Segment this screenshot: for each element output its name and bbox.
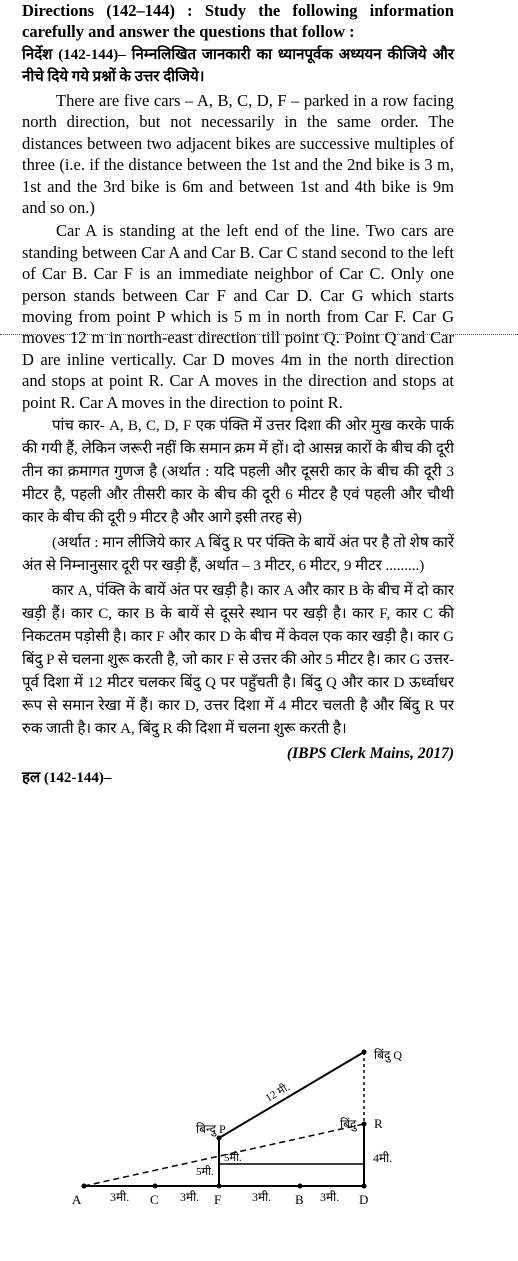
english-paragraph-1: There are five cars – A, B, C, D, F – parked in a row facing north direction, but not necessarily in the same order. The distances between two adjacent bikes are successive multiples of three (i.e. if the distance between the 1st and the 2nd bike is 3 m, 1st and the 3rd bike is 6m and between 1st and 4th bike is 9m and so on.): [22, 91, 454, 218]
hindi-paragraph-1: पांच कार- A, B, C, D, F एक पंक्ति में उत्तर दिशा की ओर मुख करके पार्क की गयी हैं, लेकिन जरूरी नहीं कि समान क्रम में हों। दो आसन्न कारों के बीच की दूरी तीन का क्रमागत गुणज है (अर्थात : यदि पहली और दूसरी कार के बीच की दूरी 3 मीटर है, पहली और तीसरी कार के बीच की दूरी 6 मीटर है एवं पहली और चौथी कार के बीच की दूरी 9 मीटर है और आगे इसी तरह से): [22, 418, 454, 527]
label-d: D: [359, 1192, 369, 1207]
label-f: F: [214, 1192, 222, 1207]
label-fb-distance: 3मी.: [252, 1190, 272, 1204]
label-small-distance: 5मी.: [224, 1152, 242, 1164]
label-fp-distance: 5मी.: [196, 1166, 214, 1178]
dotted-separator: [0, 334, 518, 335]
label-cf-distance: 3मी.: [180, 1190, 200, 1204]
label-point-r: R: [374, 1116, 383, 1131]
label-point-q: बिंदु Q: [374, 1048, 402, 1062]
directions-heading-hindi: निर्देश (142-144)– निम्नलिखित जानकारी का ध्यानपूर्वक अध्ययन कीजिये और नीचे दिये गये प्रश्नों के उत्तर दीजिये।: [22, 47, 454, 85]
label-point-r-prefix: बिंदु: [340, 1117, 357, 1131]
solution-title: हल (142-144)–: [22, 770, 112, 787]
label-dr-distance: 4मी.: [373, 1151, 393, 1165]
label-ac-distance: 3मी.: [110, 1190, 130, 1204]
question-page: [22, 0, 454, 787]
solution-diagram: [0, 1040, 518, 1250]
point-c-dot: [153, 1184, 158, 1189]
label-a: A: [72, 1192, 82, 1207]
label-b: B: [295, 1192, 304, 1207]
exam-source: (IBPS Clerk Mains, 2017): [286, 745, 454, 763]
label-c: C: [150, 1192, 159, 1207]
english-paragraph-2: Car A is standing at the left end of the line. Two cars are standing between Car A and Car B. Car C stand second to the left of Car B. Car F is an immediate neighbor of Car C. Only one person stands between Car F and Car D. Car G which starts moving from point P which is 5 m in north from Car F. Car G moves 12 m in north-east direction till point Q. Point Q and Car D are inline vertically. Car D moves 4m in the north direction and stops at point R. Car A moves in the direction and stops at point R. Car A moves in the direction to point R.: [22, 221, 454, 412]
hindi-paragraph-2: (अर्थात : मान लीजिये कार A बिंदु R पर पंक्ति के बायें अंत पर है तो शेष कारें अंत से निम्नानुसार दूरी पर खड़ी हैं, अर्थात – 3 मीटर, 6 मीटर, 9 मीटर .........): [22, 535, 454, 575]
directions-heading-english: Directions (142–144) : Study the following information carefully and answer the questions that follow :: [22, 1, 454, 41]
label-point-p: बिन्दु P: [196, 1122, 226, 1136]
hindi-paragraph-3: कार A, पंक्ति के बायें अंत पर खड़ी है। कार A और कार B के बीच में दो कार खड़ी हैं। कार C, कार B के बायें से दूसरे स्थान पर खड़ी है। कार F, कार C की निकटतम पड़ोसी है। कार F और कार D के बीच में केवल एक कार खड़ी है। कार G बिंदु P से चलना शुरू करती है, जो कार F से उत्तर की ओर 5 मीटर है। कार G उत्तर-पूर्व दिशा में 12 मीटर चलकर बिंदु Q पर पहुँचती है। बिंदु Q और कार D ऊर्ध्वाधर रूप से समान रेखा में हैं। कार D, उत्तर दिशा में 4 मीटर चलती है और बिंदु R पर रुक जाती है। कार A, बिंदु R की दिशा में चलना शुरू करती है।: [22, 583, 454, 738]
point-b-dot: [298, 1184, 303, 1189]
label-bd-distance: 3मी.: [320, 1190, 340, 1204]
label-pq-distance: 12 मी.: [263, 1081, 292, 1105]
